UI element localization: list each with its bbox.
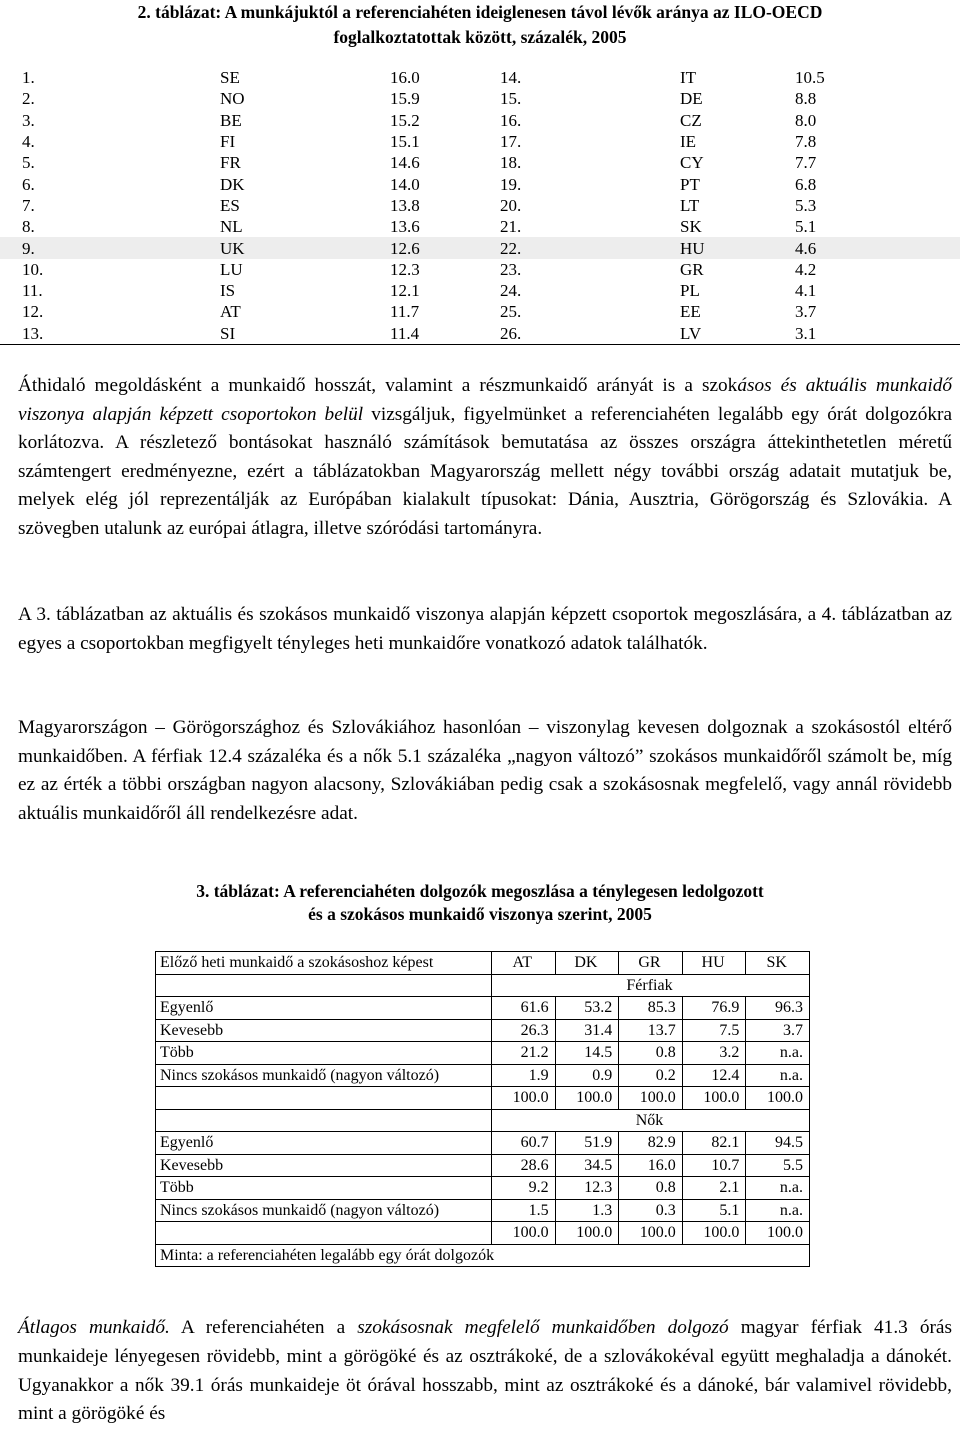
table3-cell: 10.7 [682,1154,746,1177]
table3-section-row [156,974,810,997]
table2-title [0,0,960,50]
table2-cell: 14.6 [390,153,420,173]
paragraph-3: Magyarországon – Görögországhoz és Szlovákiához hasonlóan – viszonylag kevesen dolgoznak a szokásostól eltérő munkaidőben. A férfiak 12.4 százaléka és a nők 5.1 százaléka „nagyon változó” szokásos munkaidőről számolt be, míg ez az érték a többi országban nagyon alacsony, Szlovákiában pedig csak a szokásosnak megfelelő, vagy annál rövidebb aktuális munkaidőről áll rendelkezésre adat. [18,717,952,824]
table3-cell: 82.9 [619,1132,683,1155]
table2-cell: 4.1 [795,281,817,301]
table3-cell: 2.1 [682,1177,746,1200]
table3-row-label: Nincs szokásos munkaidő (nagyon változó) [156,1064,492,1087]
table3-cell: 28.6 [492,1154,556,1177]
table2-cell: 10.5 [795,68,825,88]
table2-cell: DK [220,174,245,194]
table3-row [156,1177,810,1200]
table3-title-line1: 3. táblázat: A referenciahéten dolgozók megoszlása a ténylegesen ledolgozott [196,881,764,901]
table3-cell: 96.3 [746,997,810,1020]
table3-cell: 0.2 [619,1064,683,1087]
table2-cell: 5.3 [795,195,817,215]
table3-row [156,1042,810,1065]
table2-row [0,152,960,173]
table2-cell: 15.2 [390,110,420,130]
table2-cell: 14. [500,68,522,88]
table3-col-header: GR [619,952,683,975]
paragraph-1-italic: ásos és aktuális munkaidő viszonya alapján képzett csoportokon belül [18,375,952,425]
table2-row [0,323,960,345]
table2-cell: 6. [22,174,35,194]
table3-cell: 26.3 [492,1019,556,1042]
table3-header-row [156,952,810,975]
table2-cell: SE [220,68,240,88]
table2-cell: 3.7 [795,302,817,322]
table2-title-line2: foglalkoztatottak között, százalék, 2005 [333,27,627,47]
table2-cell: BE [220,110,242,130]
table2-cell: 7.8 [795,132,817,152]
table3-col-header: AT [492,952,556,975]
table3-cell: 76.9 [682,997,746,1020]
table3-col-header: DK [555,952,619,975]
table2-cell: 1. [22,68,35,88]
table3-cell: 5.1 [682,1199,746,1222]
table2-cell: 10. [22,259,44,279]
table3-cell: 1.3 [555,1199,619,1222]
table3-row [156,1154,810,1177]
table3-cell: 16.0 [619,1154,683,1177]
table3-cell: 0.3 [619,1199,683,1222]
table2-cell: 3. [22,110,35,130]
paragraph-4-italic-heading: Átlagos munkaidő. [18,1317,170,1338]
table3-empty-cell [156,1109,492,1132]
table3-row-label [156,1087,492,1110]
table2-cell: 17. [500,132,522,152]
table3 [155,951,810,1267]
table2-cell: 4.2 [795,259,817,279]
table2-cell: 14.0 [390,174,420,194]
table2-cell: 23. [500,259,522,279]
table3-cell: 1.9 [492,1064,556,1087]
table3-row-label: Nincs szokásos munkaidő (nagyon változó) [156,1199,492,1222]
paragraph-4-text: A referenciahéten a [169,1317,358,1338]
table3-row-label: Több [156,1042,492,1065]
table3-cell: 9.2 [492,1177,556,1200]
table3-cell: 0.9 [555,1064,619,1087]
table2-cell: PL [680,281,700,301]
table3-cell: 100.0 [746,1222,810,1245]
table3-cell: n.a. [746,1199,810,1222]
table2-cell: CZ [680,110,702,130]
table2-cell: 19. [500,174,522,194]
table3-cell: 100.0 [555,1087,619,1110]
table3-row-label: Egyenlő [156,997,492,1020]
table2-cell: DE [680,89,703,109]
table2-cell: 5. [22,153,35,173]
table3-cell: 3.2 [682,1042,746,1065]
table3-cell: 100.0 [682,1087,746,1110]
table3-section-row [156,1109,810,1132]
table2-cell: 18. [500,153,522,173]
table2-cell: LV [680,323,795,345]
table2-cell: CY [680,153,704,173]
table3-section-label: Férfiak [492,974,810,997]
table2-row [0,259,960,280]
paragraph-4 [18,1314,952,1429]
table2-cell: 11.7 [390,302,420,322]
table2-cell: 16.0 [390,68,420,88]
table2-row [0,67,960,88]
table2-cell: SI [212,323,390,345]
table2-row [0,195,960,216]
table3-cell: 1.5 [492,1199,556,1222]
table3-row-label: Kevesebb [156,1019,492,1042]
table3-cell: 0.8 [619,1042,683,1065]
table3-cell: 85.3 [619,997,683,1020]
table2-cell: 5.1 [795,217,817,237]
table3-cell: 60.7 [492,1132,556,1155]
table2-cell: 16. [500,110,522,130]
table2-cell: 8.0 [795,110,817,130]
table2-cell: LT [680,195,700,215]
table3-cell: 53.2 [555,997,619,1020]
table3-cell: 61.6 [492,997,556,1020]
table3-row-label [156,1222,492,1245]
table2-row [0,301,960,322]
table2-cell: 13. [0,323,212,345]
table3-col-header: HU [682,952,746,975]
table2-cell: 13.8 [390,195,420,215]
table3-footnote-row [156,1244,810,1267]
table2-cell: 15.9 [390,89,420,109]
table3-section-label: Nők [492,1109,810,1132]
table2-cell: 22. [500,237,680,258]
table3-cell: n.a. [746,1042,810,1065]
table3-row-label: Kevesebb [156,1154,492,1177]
table3-header-label: Előző heti munkaidő a szokásoshoz képest [156,952,492,975]
table2-cell: 4. [22,132,35,152]
table2-cell: IS [220,281,236,301]
table2-cell: ES [220,195,240,215]
table2-cell: EE [680,302,701,322]
table2-cell: 20. [500,195,522,215]
table2-cell: 15.1 [390,132,420,152]
table3-cell: 100.0 [619,1087,683,1110]
table2-row [0,173,960,194]
table3-cell: 5.5 [746,1154,810,1177]
table3-cell: 51.9 [555,1132,619,1155]
table2-cell: 12. [22,302,44,322]
table3-row [156,1064,810,1087]
table2-cell: 11. [22,281,43,301]
table3-row-label: Több [156,1177,492,1200]
table2-cell: PT [680,174,700,194]
table2-ranking [0,67,960,345]
table3-col-header: SK [746,952,810,975]
table2-cell: SK [680,217,702,237]
table3-cell: 100.0 [555,1222,619,1245]
table3-cell: 12.3 [555,1177,619,1200]
table3-cell: 94.5 [746,1132,810,1155]
table3-row-label: Egyenlő [156,1132,492,1155]
table2-cell: 9. [0,237,212,258]
table3-cell: n.a. [746,1177,810,1200]
table3-row [156,1222,810,1245]
table2-cell: 4.6 [795,237,960,258]
table3-title-line2: és a szokásos munkaidő viszonya szerint, 2005 [308,904,652,924]
table2-cell: 3.1 [795,323,960,345]
paragraph-2: A 3. táblázatban az aktuális és szokásos munkaidő viszonya alapján képzett csoportok megoszlására, a 4. táblázatban az egyes a csoportokban megfigyelt tényleges heti munkaidőre vonatkozó adatok találhatók. [18,604,952,654]
table2-cell: 7.7 [795,153,817,173]
table2-cell: HU [680,237,795,258]
table2-row [0,88,960,109]
table2-row [0,110,960,131]
table2-cell: 12.1 [390,281,420,301]
table2-row [0,216,960,237]
table3-cell: 12.4 [682,1064,746,1087]
table3-cell: 13.7 [619,1019,683,1042]
table3-cell: 7.5 [682,1019,746,1042]
table2-cell: 11.4 [390,323,500,345]
table2-cell: 6.8 [795,174,817,194]
table2-cell: AT [220,302,241,322]
table3-cell: 3.7 [746,1019,810,1042]
table2-cell: 8. [22,217,35,237]
table2-cell: 13.6 [390,217,420,237]
table3-row [156,1132,810,1155]
table3-cell: 34.5 [555,1154,619,1177]
paragraph-1-text-cont: vizsgáljuk, figyelmünket a referenciahéten legalább egy órát dolgozókra korlátozva. A részletező bontásokat használó számítások bemutatása az összes országra áttekinthetetlen méretű számtengert eredményezne, ezért a táblázatokban Magyarország mellett négy további ország adatait mutatjuk be, melyek elég jól reprezentálják az Európában kialakult típusokat: Dánia, Ausztria, Görögország és Szlovákia. A szövegben utalunk az európai átlagra, illetve szóródási tartományra. [18,403,953,539]
table3-cell: 100.0 [492,1222,556,1245]
table3-cell: 100.0 [619,1222,683,1245]
table2-cell: 12.3 [390,259,420,279]
table3-empty-cell [156,974,492,997]
table2-cell: FI [220,132,236,152]
table2-cell: 25. [500,302,522,322]
table3-cell: 21.2 [492,1042,556,1065]
table3-cell: 100.0 [492,1087,556,1110]
table3-cell: 82.1 [682,1132,746,1155]
table2-cell: 21. [500,217,522,237]
table3-title [0,880,960,926]
table3-cell: n.a. [746,1064,810,1087]
table3-cell: 100.0 [746,1087,810,1110]
table2-cell: 2. [22,89,35,109]
table2-row [0,280,960,301]
table3-row [156,1019,810,1042]
paragraph-4-text-cont: magyar férfiak 41.3 órás munkaideje lényegesen rövidebb, mint a görögöké és az osztrákoké, de a szlovákokéval együtt meghaladja a dánokét. Ugyanakkor a nők 39.1 órás munkaideje öt órával hosszabb, mint az osztrákoké és a dánoké, bár valamivel rövidebb, mint a görögöké és [18,1317,952,1425]
table2-cell: NO [220,89,245,109]
table2-cell: 26. [500,323,680,345]
table2-cell: 7. [22,195,35,215]
table3-cell: 14.5 [555,1042,619,1065]
paragraph-4-italic: szokásosnak megfelelő munkaidőben dolgozó [357,1317,729,1338]
table2-cell: NL [220,217,243,237]
table2-cell: IT [680,68,697,88]
table2-cell: UK [212,237,390,258]
table2-cell: GR [680,259,704,279]
table3-row [156,1087,810,1110]
table2-cell: 8.8 [795,89,817,109]
table3-cell: 100.0 [682,1222,746,1245]
table2-row [0,237,960,258]
table2-cell: IE [680,132,697,152]
table2-cell: FR [220,153,241,173]
table2-row [0,131,960,152]
paragraph-1 [18,372,952,544]
paragraph-1-text: Áthidaló megoldásként a munkaidő hosszát, valamint a részmunkaidő arányát is a szok [18,375,738,396]
table2-cell: 24. [500,281,522,301]
table2-cell: LU [220,259,243,279]
table3-cell: 0.8 [619,1177,683,1200]
table2-cell: 15. [500,89,522,109]
table3-row [156,997,810,1020]
table3-footnote: Minta: a referenciahéten legalább egy órát dolgozók [156,1244,810,1267]
table2-cell: 12.6 [390,237,500,258]
table3-row [156,1199,810,1222]
table3-cell: 31.4 [555,1019,619,1042]
table2-title-line1: 2. táblázat: A munkájuktól a referenciahéten ideiglenesen távol lévők aránya az ILO-OECD [137,2,823,22]
